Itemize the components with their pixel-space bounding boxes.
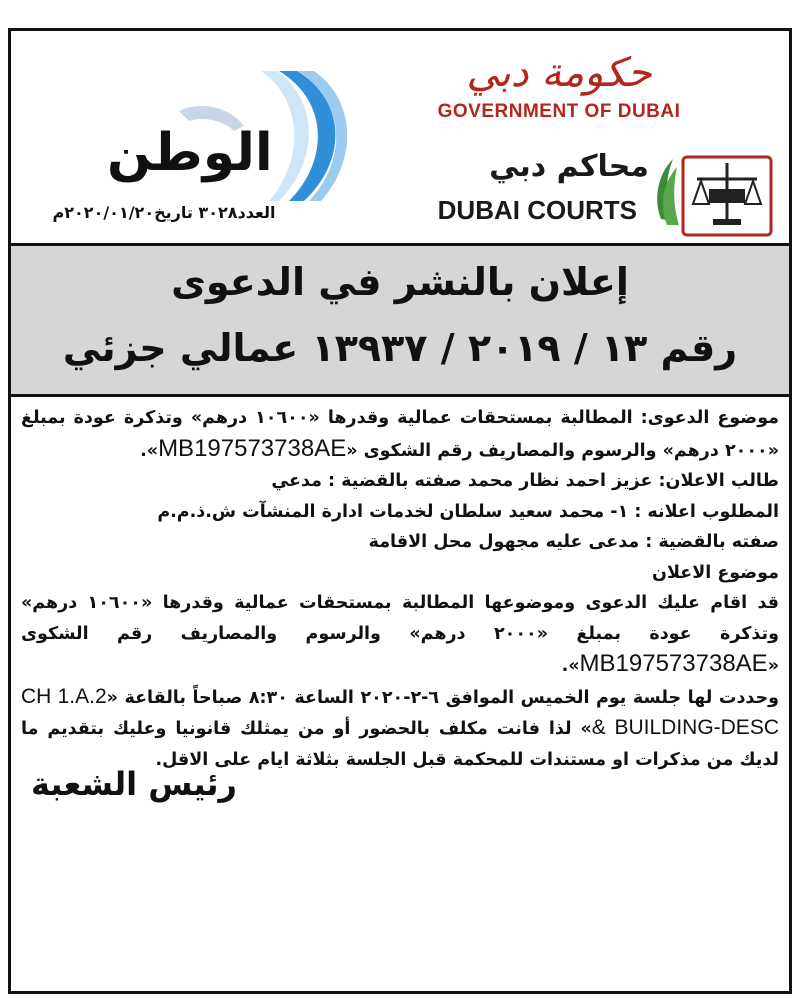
courts-english: DUBAI COURTS	[437, 195, 637, 225]
issue-line: العدد٣٠٢٨ تاريخ٢٠٢٠/٠١/٢٠م	[52, 203, 276, 222]
courts-arabic: محاكم دبي	[489, 149, 649, 184]
complaint-number-2: MB197573738AE	[579, 650, 768, 677]
header	[11, 31, 789, 241]
notice-frame	[8, 28, 792, 994]
government-arabic: حكومة دبي	[466, 50, 652, 96]
dubai-courts-logo	[357, 149, 777, 239]
scales-of-justice-emblem-icon	[653, 149, 777, 239]
notice-title-band	[11, 243, 789, 397]
government-english: GOVERNMENT OF DUBAI	[437, 101, 681, 122]
respondent-capacity: صفته بالقضية : مدعى عليه مجهول محل الاقامة	[368, 532, 779, 552]
complaint-number: MB197573738AE	[158, 434, 347, 462]
government-of-dubai-logo	[429, 49, 689, 123]
notice-body	[21, 403, 780, 803]
newspaper-name: الوطن	[107, 123, 273, 183]
notice-title: إعلان بالنشر في الدعوى	[171, 260, 629, 304]
newspaper-masthead	[29, 71, 329, 236]
signature: رئيس الشعبة	[31, 765, 237, 803]
respondent: المطلوب اعلانه : ١- محمد سعيد سلطان لخدمات ادارة المنشآت ش.ذ.م.م	[157, 501, 779, 522]
applicant: طالب الاعلان: عزيز احمد نظار محمد صفته بالقضية : مدعي	[271, 471, 779, 491]
notice-subject-heading: موضوع الاعلان	[652, 562, 779, 583]
hearing-details: وحددت لها جلسة يوم الخميس الموافق ٦-٢-٢٠٢٠ الساعة ٨:٣٠ صباحاً بالقاعة «CH 1.A.2 & BUILDING-DESC» لذا فانت مكلف بالحضور أو من يمثلك قانونيا وعليك بتقديم ما لديك من مذكرات او مستندات للمحكمة قبل الجلسة بثلاثة ايام على الاقل.	[21, 684, 780, 770]
case-subject: موضوع الدعوى: المطالبة بمستحقات عمالية وقدرها «١٠٦٠٠ درهم» وتذكرة عودة بمبلغ «٢٠٠٠ درهم» والرسوم والمصاريف رقم الشكوى «MB197573738AE».	[21, 408, 779, 462]
notice-text: قد اقام عليك الدعوى وموضوعها المطالبة بمستحقات عمالية وقدرها «١٠٦٠٠ درهم» وتذكرة عودة بمبلغ «٢٠٠٠ درهم» والرسوم والمصاريف رقم الشكوى «MB197573738AE».	[21, 593, 780, 677]
hall-name: CH 1.A.2 & BUILDING-DESC	[21, 684, 779, 739]
case-number: رقم ١٣ / ٢٠١٩ / ١٣٩٣٧ عمالي جزئي	[62, 326, 738, 370]
